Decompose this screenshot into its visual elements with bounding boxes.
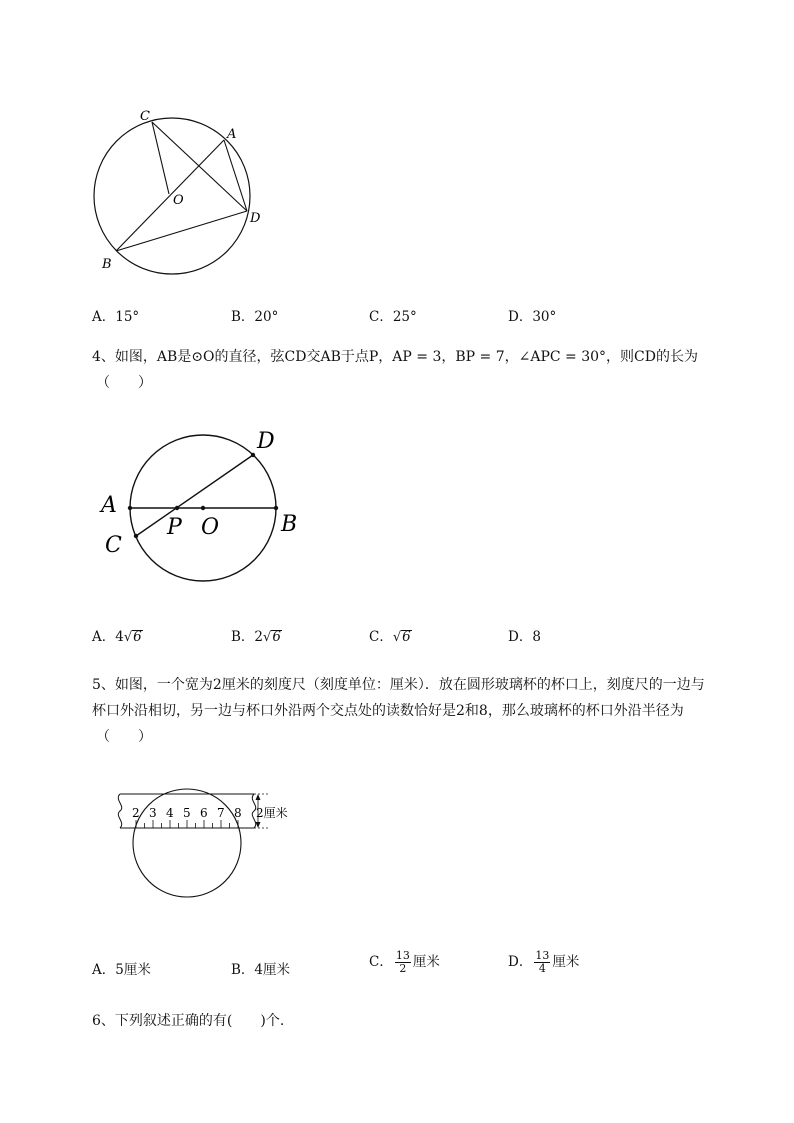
q3-label-o: O <box>173 193 184 208</box>
q5-option-d[interactable] <box>508 950 579 975</box>
q5-ruler-tick-3: 3 <box>149 806 157 820</box>
q5-option-c-numerator: 13 <box>395 949 410 962</box>
q5-ruler-left-break <box>118 794 121 828</box>
q4-option-d[interactable]: D．8 <box>508 629 541 645</box>
q4-point-a <box>128 506 132 510</box>
q5-question-line1: 5、如图，一个宽为2厘米的刻度尺（刻度单位：厘米）．放在圆形玻璃杯的杯口上，刻度尺的一边与 <box>92 677 705 693</box>
q4-point-c <box>134 534 138 538</box>
q4-option-b[interactable] <box>231 625 282 645</box>
q4-label-p: P <box>167 515 182 540</box>
q5-option-c[interactable] <box>369 950 440 975</box>
q5-option-c-denominator: 2 <box>399 962 407 975</box>
q3-option-b[interactable]: B．20° <box>231 309 279 325</box>
q5-ruler-tick-7: 7 <box>217 806 225 820</box>
q3-option-a[interactable]: A．15° <box>92 309 140 325</box>
q4-option-a-radicand: 6 <box>133 629 142 645</box>
q5-option-d-prefix: D． <box>508 954 533 970</box>
q5-option-c-unit: 厘米 <box>412 954 440 970</box>
q4-option-c-prefix: C． <box>369 629 393 645</box>
q3-label-a: A <box>227 127 237 142</box>
q4-chord-cd <box>136 455 253 536</box>
q5-option-d-fraction <box>534 950 550 975</box>
q3-option-c[interactable]: C．25° <box>369 309 417 325</box>
q5-option-d-denominator: 4 <box>538 962 546 975</box>
q4-option-c[interactable] <box>369 625 412 645</box>
q3-figure <box>88 100 278 280</box>
q5-ruler-tick-5: 5 <box>183 806 191 820</box>
q5-ruler <box>118 794 255 828</box>
q4-label-c: C <box>105 533 122 558</box>
q4-question <box>92 346 698 366</box>
q4-answer-paren: （ ） <box>96 375 152 391</box>
q4-label-o: O <box>201 515 220 540</box>
q5-option-d-numerator: 13 <box>535 949 550 962</box>
q5-options <box>92 950 652 986</box>
q4-point-p <box>175 506 179 510</box>
q5-dim-arrow-up-icon <box>256 794 261 800</box>
q5-answer-paren: （ ） <box>96 729 152 745</box>
q5-ruler-tick-6: 6 <box>200 806 208 820</box>
q4-options <box>92 625 652 649</box>
q5-option-c-prefix: C． <box>369 954 393 970</box>
q5-dim-label: 2厘米 <box>256 806 288 820</box>
q5-option-d-unit: 厘米 <box>552 954 580 970</box>
q5-ruler-ticks <box>136 820 238 828</box>
q4-figure <box>95 424 310 594</box>
q5-ruler-tick-8: 8 <box>234 806 242 820</box>
q5-option-a[interactable]: A．5厘米 <box>92 962 151 978</box>
q3-label-d: D <box>250 211 261 226</box>
q6-question: 6、下列叙述正确的有( )个. <box>92 1013 285 1029</box>
q4-option-a-prefix: A．4 <box>92 629 124 645</box>
q3-label-b: B <box>102 257 112 272</box>
q4-label-d: D <box>257 429 275 454</box>
q5-option-c-fraction <box>395 950 411 975</box>
q4-label-a: A <box>101 493 117 518</box>
q4-number: 4、 <box>92 349 115 365</box>
q5-ruler-tick-4: 4 <box>166 806 174 820</box>
q5-figure <box>110 786 290 906</box>
q3-line-co <box>152 122 169 194</box>
q3-option-d[interactable]: D．30° <box>508 309 557 325</box>
q5-option-b[interactable]: B．4厘米 <box>231 962 291 978</box>
sqrt-icon: √ <box>263 630 272 645</box>
q4-point-d <box>251 453 255 457</box>
q4-text: 如图，AB是⊙O的直径，弦CD交AB于点P，AP = 3，BP = 7，∠APC = 30°，则CD的长为 <box>114 349 698 365</box>
q4-option-b-radicand: 6 <box>272 629 281 645</box>
q4-option-c-radicand: 6 <box>402 629 411 645</box>
q4-point-b <box>274 506 278 510</box>
q5-question-line2: 杯口外沿相切，另一边与杯口外沿两个交点处的读数恰好是2和8，那么玻璃杯的杯口外沿半径为 <box>92 703 684 719</box>
q3-options <box>92 305 652 329</box>
q4-label-b: B <box>281 512 298 537</box>
q5-dim-arrow-down-icon <box>256 822 261 828</box>
q4-point-o <box>201 506 205 510</box>
sqrt-icon: √ <box>392 630 402 645</box>
q5-ruler-tick-2: 2 <box>132 806 140 820</box>
q4-option-a[interactable] <box>92 625 143 645</box>
q4-option-b-prefix: B．2 <box>231 629 264 645</box>
q3-label-c: C <box>140 109 150 124</box>
sqrt-icon: √ <box>123 630 133 645</box>
